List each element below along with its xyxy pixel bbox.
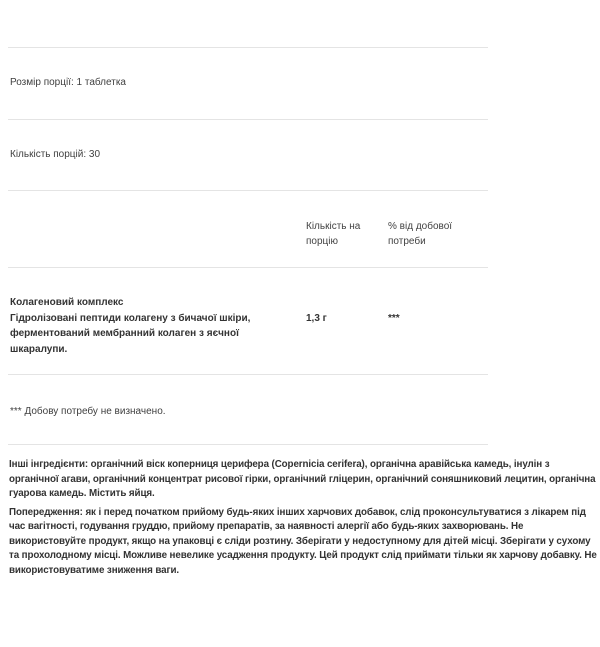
warnings-paragraph: Попередження: як і перед початком прийому будь-яких інших харчових добавок, слід проконсультуватися з лікарем під час вагітності, годування груддю, прийому препаратів, за наявності алергії або будь-яких захворювань. Не використовуйте продукт, якщо на упаковці є сліди розтину. Зберігати у недоступному для дітей місці. Зберігати у сухому та прохолодному місці. Можливе невелике усадження продукту. Цей продукт слід приймати тільки як харчову добавку. Не використовуватиме зниження ваги. <box>9 506 597 576</box>
other-ingredients-paragraph: Інші інгредієнти: органічний віск коперниця церифера (Copernicia cerifera), органічна аравійська камедь, інулін з органічної агави, органічний концентрат рисової гірки, органічний гліцерин, органічний соняшниковий лецитин, органічна гуарова камедь. Містить яйця. <box>9 459 596 499</box>
divider <box>8 190 488 191</box>
divider <box>8 267 488 268</box>
nutrient-description: Гідролізовані пептиди колагену з бичачої шкіри, ферментований мембранний колаген з яєчної шкаралупи. <box>10 312 251 355</box>
nutrient-title: Колагеновий комплекс <box>10 297 124 308</box>
divider <box>8 374 488 375</box>
divider <box>8 47 488 48</box>
footnote-text: *** Добову потребу не визначено. <box>10 406 166 417</box>
column-header-row <box>10 219 600 249</box>
servings-count-row <box>10 148 600 162</box>
footnote <box>10 405 600 419</box>
nutrient-name-block <box>10 295 292 357</box>
nutrient-column-header-empty <box>10 219 306 249</box>
serving-size-row <box>10 76 600 90</box>
servings-count-text: Кількість порцій: 30 <box>10 149 101 160</box>
divider <box>8 119 488 120</box>
supplement-facts-panel <box>0 47 600 578</box>
daily-value-column-header: % від добової потреби <box>388 221 453 247</box>
nutrient-amount: 1,3 г <box>306 312 327 324</box>
amount-column-header: Кількість на порцію <box>306 221 361 247</box>
nutrient-row <box>10 295 600 357</box>
divider <box>8 444 488 445</box>
nutrient-daily-value: *** <box>388 312 400 324</box>
serving-size-text: Розмір порції: 1 таблетка <box>10 77 126 88</box>
